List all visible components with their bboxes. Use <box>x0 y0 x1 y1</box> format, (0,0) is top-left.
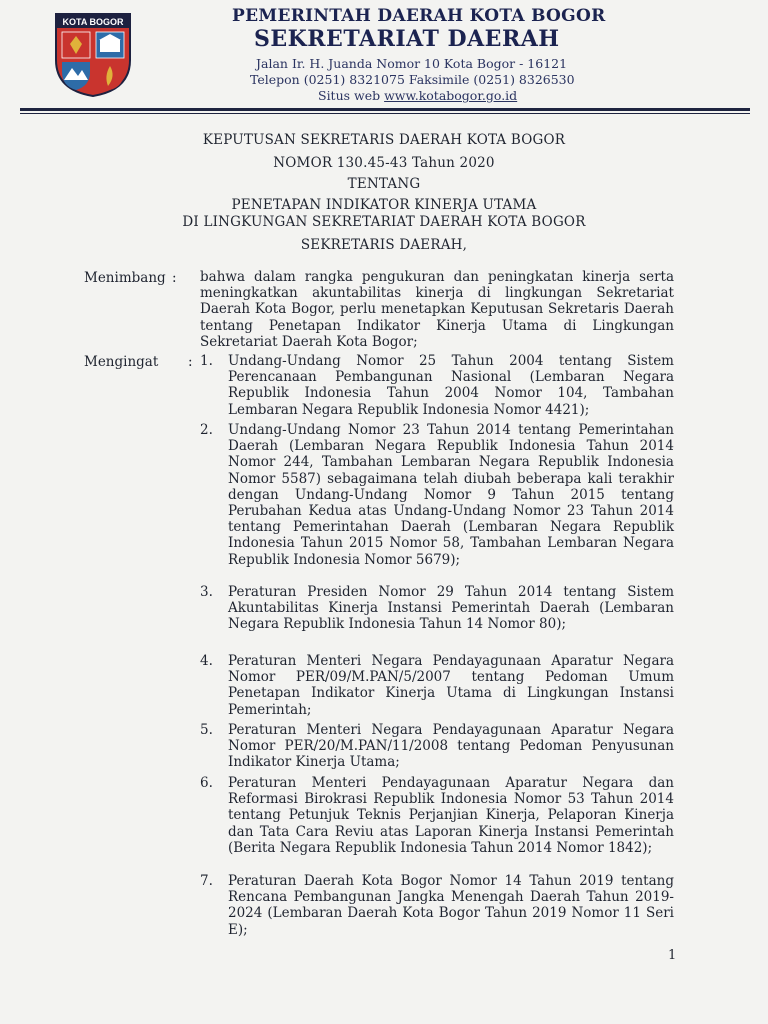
decree-title: KEPUTUSAN SEKRETARIS DAERAH KOTA BOGOR <box>202 132 566 148</box>
list-item: Peraturan Daerah Kota Bogor Nomor 14 Tahun 2019 tentang Rencana Pembangunan Jangka Menengah Daerah Tahun 2019-2024 (Lembaran Daerah Kota Bogor Tahun 2019 Nomor 11 Seri E); <box>228 873 674 938</box>
list-item-number: 5. <box>200 722 213 738</box>
list-item-number: 3. <box>200 584 213 600</box>
government-name: PEMERINTAH DAERAH KOTA BOGOR <box>232 6 606 26</box>
list-item: Peraturan Menteri Pendayagunaan Aparatur Negara dan Reformasi Birokrasi Republik Indonesia Nomor 53 Tahun 2014 tentang Petunjuk Teknis Perjanjian Kinerja, Pelaporan Kinerja dan Tata Cara Reviu atas Laporan Kinerja Instansi Pemerintah (Berita Negara Republik Indonesia Tahun 2014 Nomor 1842); <box>228 775 674 856</box>
decree-subject-line-2: DI LINGKUNGAN SEKRETARIAT DAERAH KOTA BOGOR <box>182 214 586 230</box>
letterhead-divider <box>20 108 750 111</box>
decree-number: NOMOR 130.45-43 Tahun 2020 <box>273 155 495 171</box>
list-item: Peraturan Menteri Negara Pendayagunaan Aparatur Negara Nomor PER/20/M.PAN/11/2008 tentang Pedoman Penyusunan Indikator Kinerja Utama; <box>228 722 674 771</box>
kota-bogor-crest-icon <box>52 10 134 98</box>
website-label: Situs web <box>318 88 381 103</box>
mengingat-label: Mengingat <box>84 354 159 370</box>
list-item-number: 2. <box>200 422 213 438</box>
menimbang-colon: : <box>172 270 177 286</box>
list-item: Peraturan Menteri Negara Pendayagunaan Aparatur Negara Nomor PER/09/M.PAN/5/2007 tentang Pedoman Umum Penetapan Indikator Kinerja Utama di Lingkungan Instansi Pemerintah; <box>228 653 674 718</box>
decree-about: TENTANG <box>347 176 421 192</box>
crest-label: KOTA BOGOR <box>62 17 124 27</box>
list-item-number: 6. <box>200 775 213 791</box>
list-item: Undang-Undang Nomor 23 Tahun 2014 tentang Pemerintahan Daerah (Lembaran Negara Republik Indonesia Tahun 2014 Nomor 244, Tambahan Lembaran Negara Republik Indonesia Nomor 5587) sebagaimana telah diubah beberapa kali terakhir dengan Undang-Undang Nomor 9 Tahun 2015 tentang Perubahan Kedua atas Undang-Undang Nomor 23 Tahun 2014 tentang Pemerintahan Daerah (Lembaran Negara Republik Indonesia Tahun 2015 Nomor 58, Tambahan Lembaran Negara Republik Indonesia Nomor 5679); <box>228 422 674 568</box>
letterhead-divider-thin <box>20 113 750 114</box>
website-link[interactable]: www.kotabogor.go.id <box>384 88 518 103</box>
list-item: Peraturan Presiden Nomor 29 Tahun 2014 tentang Sistem Akuntabilitas Kinerja Instansi Pemerintah Daerah (Lembaran Negara Republik Indonesia Tahun 14 Nomor 80); <box>228 584 674 633</box>
page-number: 1 <box>668 948 677 963</box>
decree-issuer: SEKRETARIS DAERAH, <box>300 237 468 253</box>
menimbang-text: bahwa dalam rangka pengukuran dan peningkatan kinerja serta meningkatkan akuntabilitas kinerja di lingkungan Sekretariat Daerah Kota Bogor, perlu menetapkan Keputusan Sekretaris Daerah tentang Penetapan Indikator Kinerja Utama di Lingkungan Sekretariat Daerah Kota Bogor; <box>200 269 674 350</box>
list-item-number: 4. <box>200 653 213 669</box>
office-name: SEKRETARIAT DAERAH <box>254 26 560 52</box>
list-item-number: 7. <box>200 873 213 889</box>
list-item-number: 1. <box>200 353 213 369</box>
office-phone: Telepon (0251) 8321075 Faksimile (0251) 8326530 <box>250 72 575 87</box>
office-address: Jalan Ir. H. Juanda Nomor 10 Kota Bogor - 16121 <box>256 56 568 71</box>
menimbang-label: Menimbang <box>84 270 166 286</box>
decree-subject-line-1: PENETAPAN INDIKATOR KINERJA UTAMA <box>231 197 537 213</box>
office-website <box>318 88 517 103</box>
list-item: Undang-Undang Nomor 25 Tahun 2004 tentang Sistem Perencanaan Pembangunan Nasional (Lembaran Negara Republik Indonesia Tahun 2004 Nomor 104, Tambahan Lembaran Negara Republik Indonesia Nomor 4421); <box>228 353 674 418</box>
mengingat-colon: : <box>188 354 193 370</box>
